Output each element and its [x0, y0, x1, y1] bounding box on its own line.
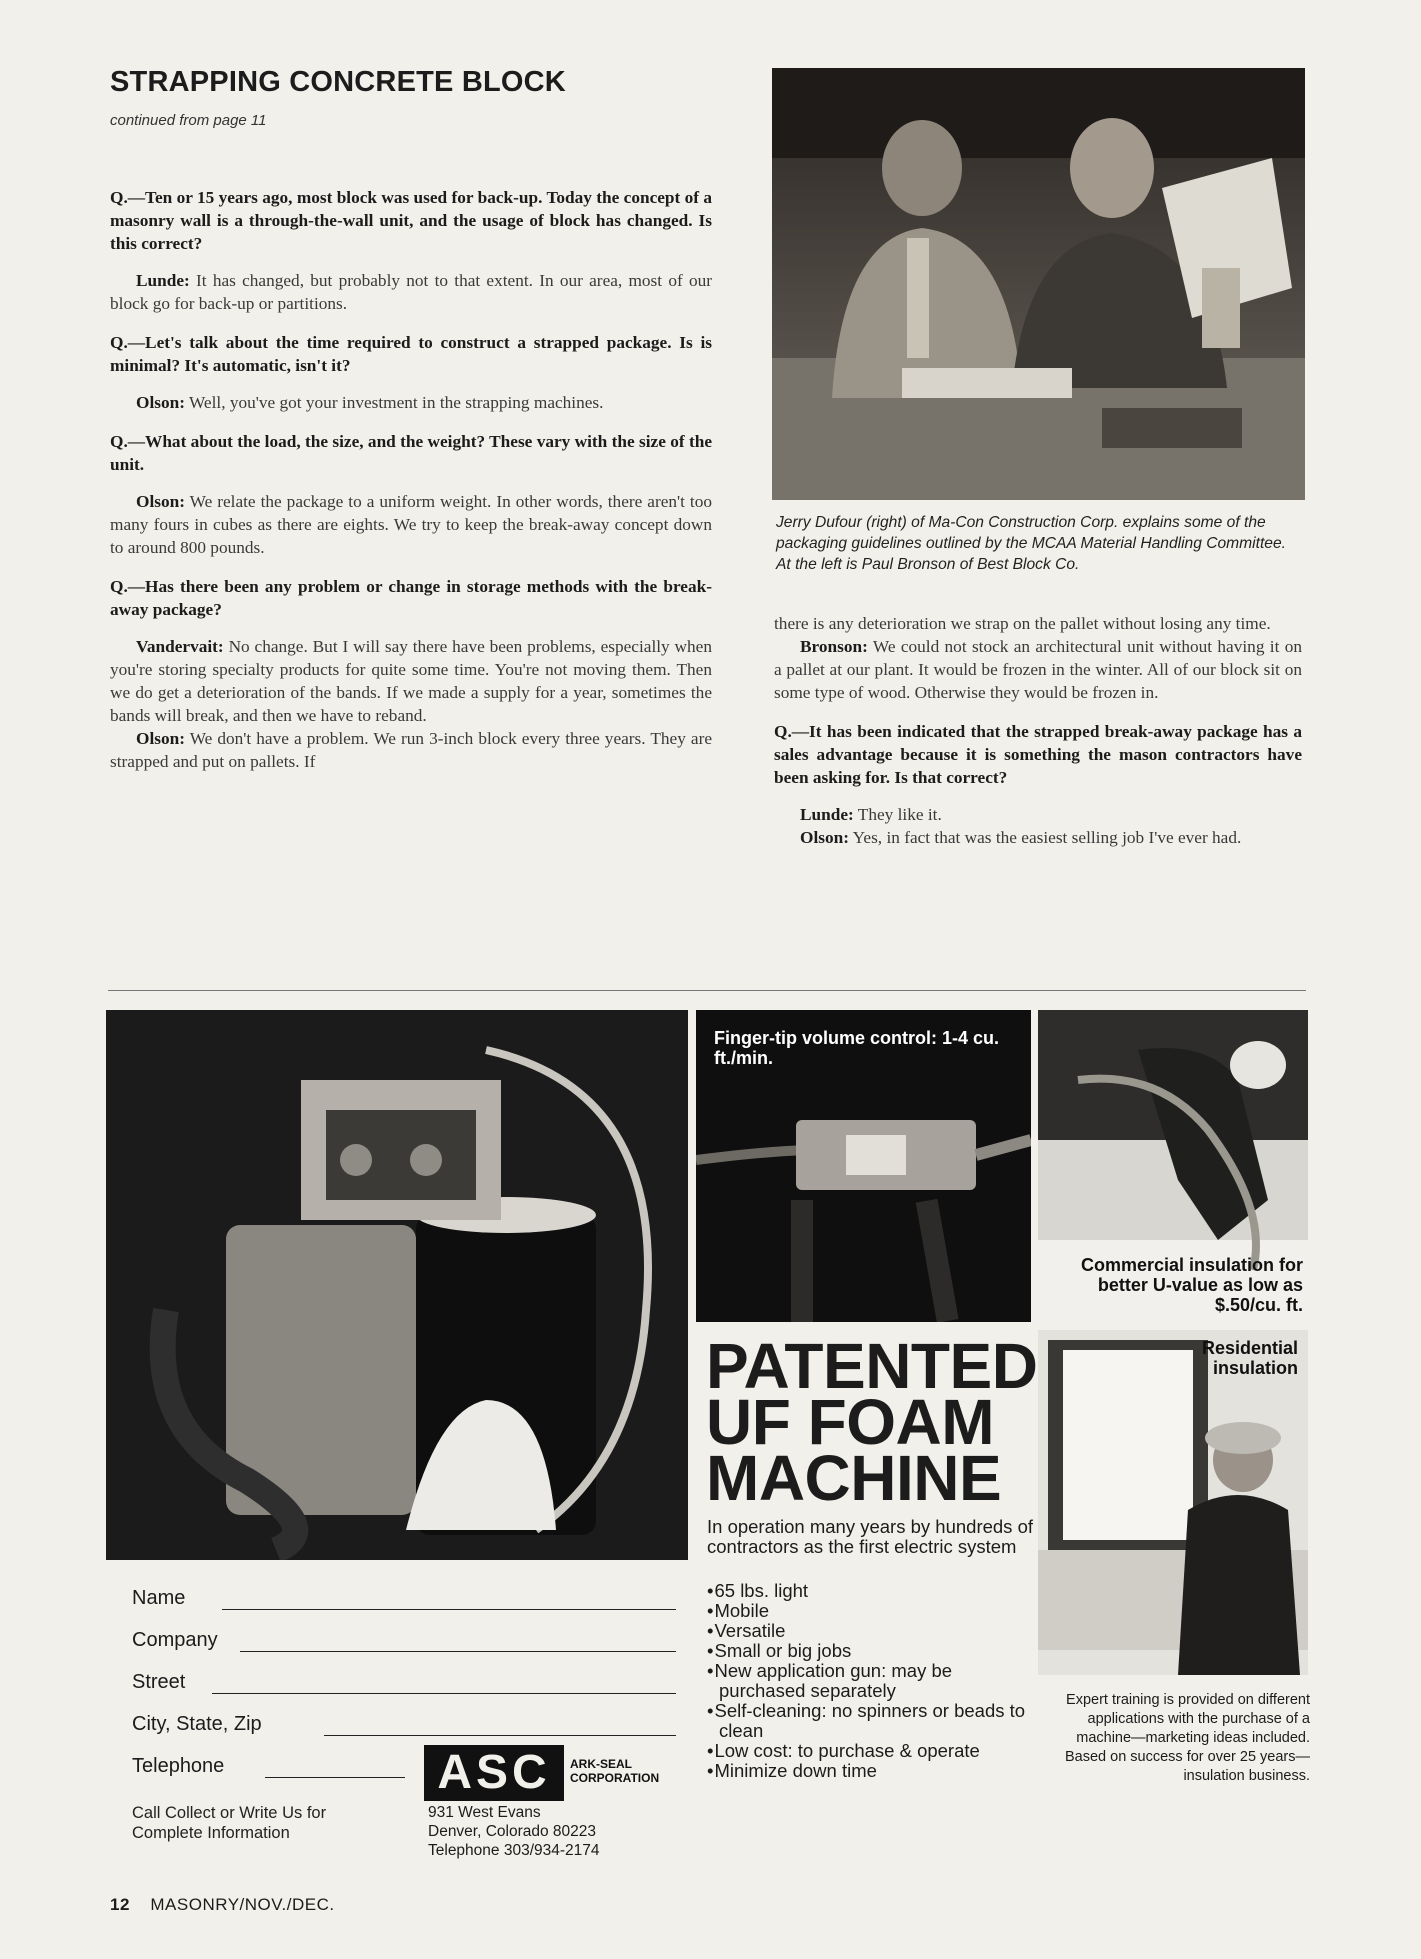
machine-photo-image: [106, 1010, 688, 1560]
answer-paragraph: [110, 391, 712, 414]
name-field[interactable]: [222, 1609, 676, 1610]
article-headline: STRAPPING CONCRETE BLOCK: [110, 66, 566, 98]
logo-mark: ASC: [424, 1745, 564, 1801]
residential-insulation-label: Residential insulation: [1201, 1338, 1298, 1378]
question-paragraph: Q.—Has there been any problem or change in storage methods with the break-away package?: [110, 577, 712, 619]
ad-title-line-1: PATENTED: [706, 1330, 1038, 1402]
question-paragraph: Q.—It has been indicated that the strapped break-away package has a sales advantage because it is something the mason contractors have been asking for. Is that correct?: [774, 722, 1302, 787]
answer-text: Yes, in fact that was the easiest selling job I've ever had.: [848, 828, 1242, 847]
address-phone: Telephone 303/934-2174: [428, 1842, 600, 1859]
feature-list: [707, 1581, 1042, 1781]
volume-control-label: Finger-tip volume control: 1-4 cu. ft./min.: [714, 1028, 1000, 1068]
company-address: [428, 1803, 688, 1860]
page-number: 12: [110, 1895, 130, 1914]
feature-item: • Small or big jobs: [707, 1641, 1042, 1661]
telephone-label: Telephone: [132, 1755, 225, 1777]
feature-item: • 65 lbs. light: [707, 1581, 1042, 1601]
answer-text: Well, you've got your investment in the strapping machines.: [184, 393, 604, 412]
speaker-name: Vandervait:: [136, 637, 224, 656]
answer-text: No change. But I will say there have been problems, especially when you're storing specialty products for quite some time. You're not moving them. Then we do get a deterioration of the bands. If we made a supply for a year, sometimes the bands will break, and then we have to reband.: [110, 637, 712, 725]
address-street: 931 West Evans: [428, 1804, 541, 1821]
feature-item: • Mobile: [707, 1601, 1042, 1621]
answer-text: We could not stock an architectural unit without having it on a pallet at our plant. It would be frozen in the winter. All of our block sit on some type of wood. Otherwise they would be frozen in.: [774, 637, 1302, 702]
answer-paragraph: [110, 635, 712, 727]
commercial-photo: [1038, 1010, 1308, 1322]
machine-photo: [106, 1010, 688, 1560]
question-paragraph: Q.—What about the load, the size, and the weight? These vary with the size of the unit.: [110, 432, 712, 474]
residential-photo-image: [1038, 1330, 1308, 1675]
company-label: Company: [132, 1629, 218, 1651]
left-column: [110, 170, 712, 773]
answer-paragraph: [774, 803, 1302, 826]
answer-paragraph: [774, 635, 1302, 704]
answer-text: We don't have a problem. We run 3-inch block every three years. They are strapped and put on pallets. If: [110, 729, 712, 771]
ad-title-line-3: MACHINE: [706, 1442, 1002, 1514]
question-paragraph: Q.—Let's talk about the time required to construct a strapped package. Is is minimal? It's automatic, isn't it?: [110, 333, 712, 375]
ark-seal-logo: [424, 1745, 674, 1801]
speaker-name: Olson:: [136, 393, 185, 412]
answer-text: They like it.: [853, 805, 942, 824]
meeting-photo-image: [772, 68, 1305, 500]
logo-company-name: ARK-SEAL CORPORATION: [570, 1757, 660, 1785]
street-label: Street: [132, 1671, 186, 1693]
ad-title-line-2: UF FOAM: [706, 1386, 994, 1458]
street-field[interactable]: [212, 1693, 676, 1694]
answer-text: We relate the package to a uniform weight. In other words, there aren't too many fours in cubes as there are eights. We try to keep the break-away concept down to around 800 pounds.: [110, 492, 712, 557]
answer-paragraph: [110, 490, 712, 559]
section-divider: [108, 990, 1306, 991]
expert-training-text: Expert training is provided on different applications with the purchase of a machine—marketing ideas included. Based on success for over 25 years—insulation business.: [1064, 1692, 1310, 1784]
ad-title: [706, 1330, 1038, 1514]
answer-text: It has changed, but probably not to that extent. In our area, most of our block go for back-up or partitions.: [110, 271, 712, 313]
feature-item: • Versatile: [707, 1621, 1042, 1641]
city-state-zip-label: City, State, Zip: [132, 1713, 262, 1735]
answer-paragraph: [774, 826, 1302, 849]
residential-photo: [1038, 1330, 1308, 1675]
commercial-insulation-label: Commercial insulation for better U-value as low as $.50/cu. ft.: [1080, 1255, 1303, 1315]
photo-caption: Jerry Dufour (right) of Ma-Con Construction Corp. explains some of the packaging guidelines outlined by the MCAA Material Handling Committee. At the left is Paul Bronson of Best Block Co.: [776, 514, 1286, 573]
meeting-photo: [772, 68, 1305, 500]
city-state-zip-field[interactable]: [324, 1735, 676, 1736]
speaker-name: Olson:: [136, 492, 185, 511]
feature-item: • Minimize down time: [707, 1761, 1042, 1781]
feature-item: • New application gun: may be purchased separately: [707, 1661, 1042, 1701]
answer-continuation: there is any deterioration we strap on the pallet without losing any time.: [774, 614, 1271, 633]
address-city: Denver, Colorado 80223: [428, 1823, 597, 1840]
feature-item: • Self-cleaning: no spinners or beads to clean: [707, 1701, 1042, 1741]
right-column: [774, 612, 1302, 849]
speaker-name: Bronson:: [800, 637, 868, 656]
continued-note: continued from page 11: [110, 112, 267, 129]
answer-paragraph: [110, 727, 712, 773]
feature-item: • Low cost: to purchase & operate: [707, 1741, 1042, 1761]
question-paragraph: Q.—Ten or 15 years ago, most block was used for back-up. Today the concept of a masonry wall is a through-the-wall unit, and the usage of block has changed. Is this correct?: [110, 188, 712, 253]
publication-name: MASONRY/NOV./DEC.: [150, 1895, 335, 1914]
name-label: Name: [132, 1587, 186, 1609]
answer-paragraph: [110, 269, 712, 315]
gun-photo: [696, 1010, 1031, 1322]
speaker-name: Lunde:: [136, 271, 190, 290]
company-field[interactable]: [240, 1651, 676, 1652]
ad-intro: In operation many years by hundreds of contractors as the first electric system: [707, 1516, 1033, 1557]
speaker-name: Lunde:: [800, 805, 854, 824]
speaker-name: Olson:: [136, 729, 185, 748]
telephone-field[interactable]: [265, 1777, 405, 1778]
call-collect-text: Call Collect or Write Us for Complete Information: [132, 1804, 327, 1842]
speaker-name: Olson:: [800, 828, 849, 847]
page-footer: [110, 1895, 335, 1915]
